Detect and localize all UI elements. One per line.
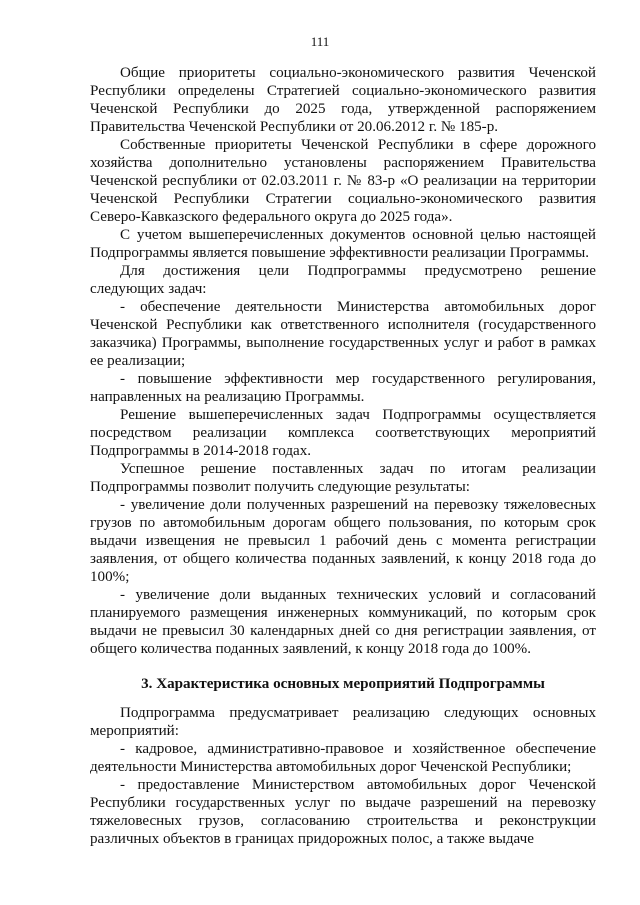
section-heading: 3. Характеристика основных мероприятий Подпрограммы bbox=[141, 676, 545, 692]
list-item-result-1: - увеличение доли полученных разрешений на перевозку тяжеловесных грузов по автомобильным дорогам общего пользования, по которым срок выдачи извещения не превысил 1 рабочий день с момента регистрации заявления, от общего количества поданных заявлений, к концу 2018 года до 100%; bbox=[90, 497, 596, 585]
list-item-result-2: - увеличение доли выданных технических условий и согласований планируемого размещения инженерных коммуникаций, по которым срок выдачи не превысил 30 календарных дней со дня регистрации заявления, от общего количества поданных заявлений, к концу 2018 года до 100%. bbox=[90, 587, 596, 657]
page-number: 111 bbox=[310, 34, 330, 49]
document-body bbox=[90, 64, 596, 848]
list-item-measure-1: - кадровое, административно-правовое и хозяйственное обеспечение деятельности Министерства автомобильных дорог Чеченской Республики; bbox=[90, 741, 596, 775]
list-item-measure-2: - предоставление Министерством автомобильных дорог Чеченской Республики государственных услуг по выдаче разрешений на перевозку тяжеловесных грузов, согласованию строительства и реконструкции различных объектов в границах придорожных полос, а также выдаче bbox=[90, 777, 596, 847]
paragraph-results-intro: Успешное решение поставленных задач по итогам реализации Подпрограммы позволит получить следующие результаты: bbox=[90, 461, 596, 495]
paragraph-main-goal: С учетом вышеперечисленных документов основной целью настоящей Подпрограммы является повышение эффективности реализации Программы. bbox=[90, 227, 596, 261]
paragraph-priorities: Общие приоритеты социально-экономического развития Чеченской Республики определены Стратегией социально-экономического развития Чеченской Республики до 2025 года, утвержденной распоряжением Правительства Чеченской Республики от 20.06.2012 г. № 185-р. bbox=[90, 65, 596, 135]
paragraph-road-priorities: Собственные приоритеты Чеченской Республики в сфере дорожного хозяйства дополнительно установлены распоряжением Правительства Чеченской республики от 02.03.2011 г. № 83-р «О реализации на территории Чеченской Республики Стратегии социально-экономического развития Северо-Кавказского федерального округа до 2025 года». bbox=[90, 137, 596, 225]
paragraph-task-solution: Решение вышеперечисленных задач Подпрограммы осуществляется посредством реализации комплекса соответствующих мероприятий Подпрограммы в 2014-2018 годах. bbox=[90, 407, 596, 459]
list-item-task-2: - повышение эффективности мер государственного регулирования, направленных на реализацию Программы. bbox=[90, 371, 596, 405]
paragraph-measures-intro: Подпрограмма предусматривает реализацию следующих основных мероприятий: bbox=[90, 705, 596, 739]
paragraph-tasks-intro: Для достижения цели Подпрограммы предусмотрено решение следующих задач: bbox=[90, 263, 596, 297]
list-item-task-1: - обеспечение деятельности Министерства автомобильных дорог Чеченской Республики как ответственного исполнителя (государственного заказчика) Программы, выполнение государственных услуг и работ в рамках ее реализации; bbox=[90, 299, 596, 369]
